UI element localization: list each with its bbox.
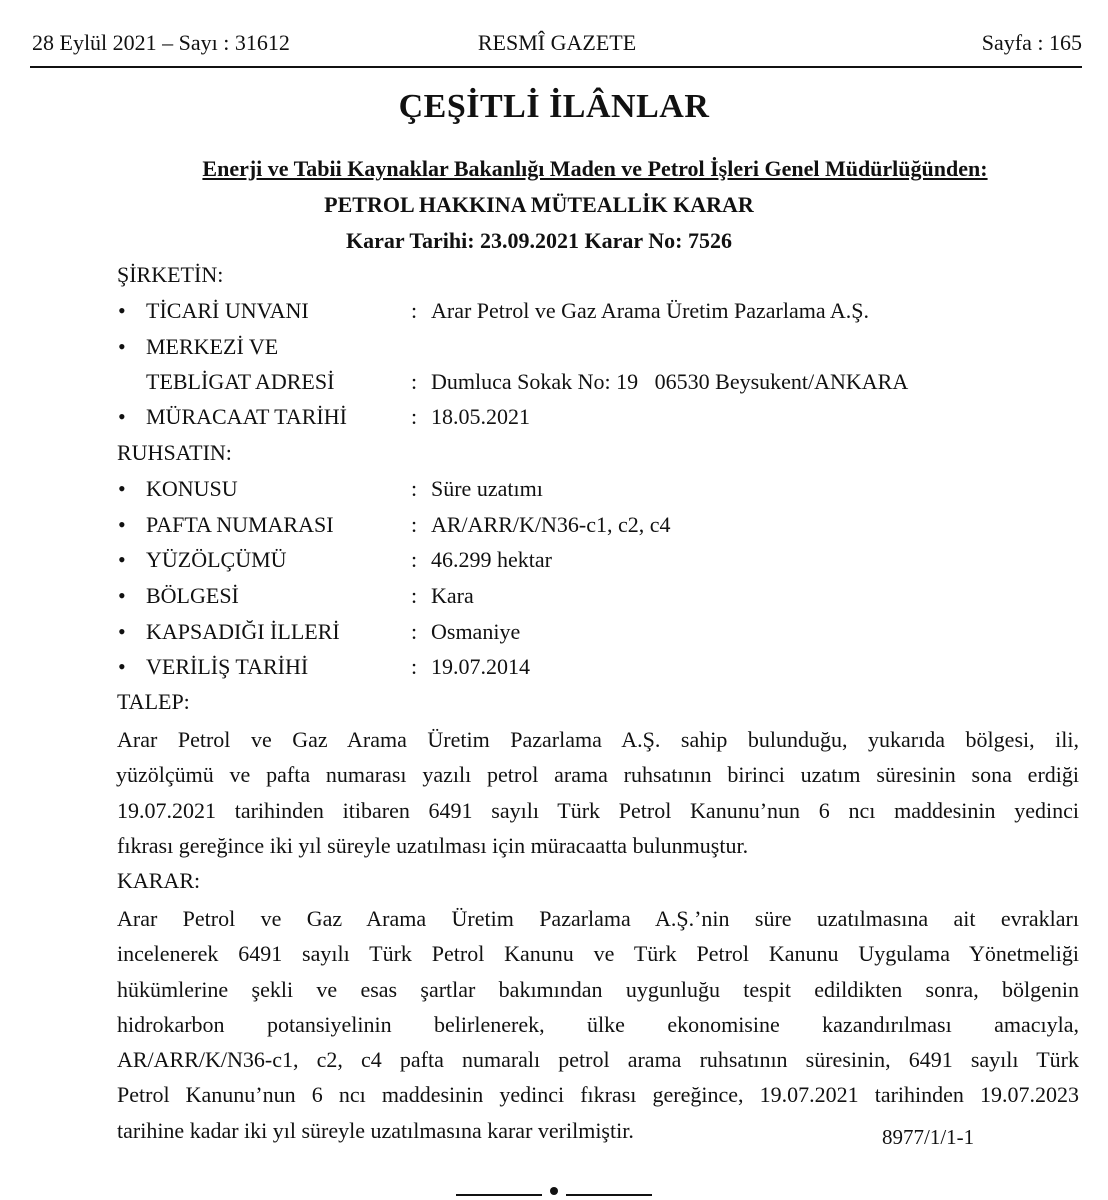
license-field-label: KAPSADIĞI İLLERİ [146,619,340,644]
header-publication-name: RESMÎ GAZETE [477,30,637,55]
request-section-label: TALEP: [117,689,190,714]
paragraph-line: hidrokarbon potansiyelinin belirlenerek, ülke ekonomisine kazandırılması amacıyla, [117,1011,1079,1037]
field-colon: : [411,512,418,537]
field-colon: : [411,369,418,394]
license-field-value: Süre uzatımı [431,476,543,501]
address-label-line1: MERKEZİ VE [146,334,279,359]
request-paragraph [117,722,1079,863]
license-field-value: AR/ARR/K/N36-c1, c2, c4 [431,512,671,537]
header-issue-info: 28 Eylül 2021 – Sayı : 31612 [32,30,290,55]
address-label-line2: TEBLİGAT ADRESİ [146,369,335,394]
header-divider [30,66,1082,68]
verdict-section-label: KARAR: [117,868,201,893]
footer-divider-dot [550,1187,558,1195]
application-date-value: 18.05.2021 [431,404,530,429]
trade-name-label: TİCARİ UNVANI [146,298,309,323]
bullet-icon: • [118,334,126,359]
license-section-label: RUHSATIN: [117,440,232,465]
company-section-label: ŞİRKETİN: [117,262,224,287]
license-field-label: PAFTA NUMARASI [146,512,334,537]
trade-name-value: Arar Petrol ve Gaz Arama Üretim Pazarlama A.Ş. [431,298,870,323]
footer-divider-left [456,1194,542,1196]
field-colon: : [411,583,418,608]
license-field-label: KONUSU [146,476,238,501]
license-field-value: Kara [431,583,474,608]
paragraph-line: Arar Petrol ve Gaz Arama Üretim Pazarlama A.Ş.’nin süre uzatılmasına ait evrakları [117,906,1079,931]
field-colon: : [411,404,418,429]
bullet-icon: • [118,583,126,608]
bullet-icon: • [118,547,126,572]
paragraph-line: 19.07.2021 tarihinden itibaren 6491 sayılı Türk Petrol Kanunu’nun 6 ncı maddesinin yedinci [117,797,1079,823]
address-value: Dumluca Sokak No: 19 06530 Beysukent/ANKARA [431,369,909,394]
decision-date-number: Karar Tarihi: 23.09.2021 Karar No: 7526 [345,228,732,253]
bullet-icon: • [118,512,126,537]
issuing-authority: Enerji ve Tabii Kaynaklar Bakanlığı Maden ve Petrol İşleri Genel Müdürlüğünden: [202,156,988,181]
header-page-number: Sayfa : 165 [981,30,1082,55]
field-colon: : [411,654,418,679]
field-colon: : [411,547,418,572]
paragraph-line: tarihine kadar iki yıl süreyle uzatılmasına karar verilmiştir. [117,1117,634,1143]
decision-title: PETROL HAKKINA MÜTEALLİK KARAR [324,192,754,217]
license-field-value: Osmaniye [431,619,521,644]
bullet-icon: • [118,654,126,679]
section-heading: ÇEŞİTLİ İLÂNLAR [398,88,710,125]
license-field-value: 46.299 hektar [431,547,552,572]
paragraph-line: Arar Petrol ve Gaz Arama Üretim Pazarlama A.Ş. sahip bulunduğu, yukarıda bölgesi, ili, [117,727,1079,752]
bullet-icon: • [118,619,126,644]
paragraph-line: AR/ARR/K/N36-c1, c2, c4 pafta numaralı petrol arama ruhsatının süresinin, 6491 sayılı Türk [117,1047,1079,1073]
bullet-icon: • [118,404,126,429]
paragraph-line: fıkrası gereğince iki yıl süreyle uzatılması için müracaatta bulunmuştur. [117,832,749,858]
paragraph-line: Petrol Kanunu’nun 6 ncı maddesinin yedinci fıkrası gereğince, 19.07.2021 tarihinden 19.07.2023 [117,1082,1079,1108]
license-field-label: YÜZÖLÇÜMÜ [146,547,287,572]
page-header [32,30,1082,64]
license-field-value: 19.07.2014 [431,654,530,679]
paragraph-line: incelenerek 6491 sayılı Türk Petrol Kanunu ve Türk Petrol Kanunu Uygulama Yönetmeliği [117,941,1079,967]
license-field-label: VERİLİŞ TARİHİ [146,654,309,679]
bullet-icon: • [118,476,126,501]
application-date-label: MÜRACAAT TARİHİ [146,404,347,429]
footer-divider-right [566,1194,652,1196]
paragraph-line: hükümlerine şekli ve esas şartlar bakımından uygunluğu tespit edildikten sonra, bölgenin [117,976,1079,1002]
paragraph-line: yüzölçümü ve pafta numarası yazılı petrol arama ruhsatının birinci uzatım süresinin sona erdiği [116,762,1079,788]
license-field-label: BÖLGESİ [146,583,239,608]
field-colon: : [411,476,418,501]
field-colon: : [411,619,418,644]
bullet-icon: • [118,298,126,323]
verdict-paragraph [117,901,1079,1148]
field-colon: : [411,298,418,323]
announcement-reference-number: 8977/1/1-1 [882,1125,975,1149]
